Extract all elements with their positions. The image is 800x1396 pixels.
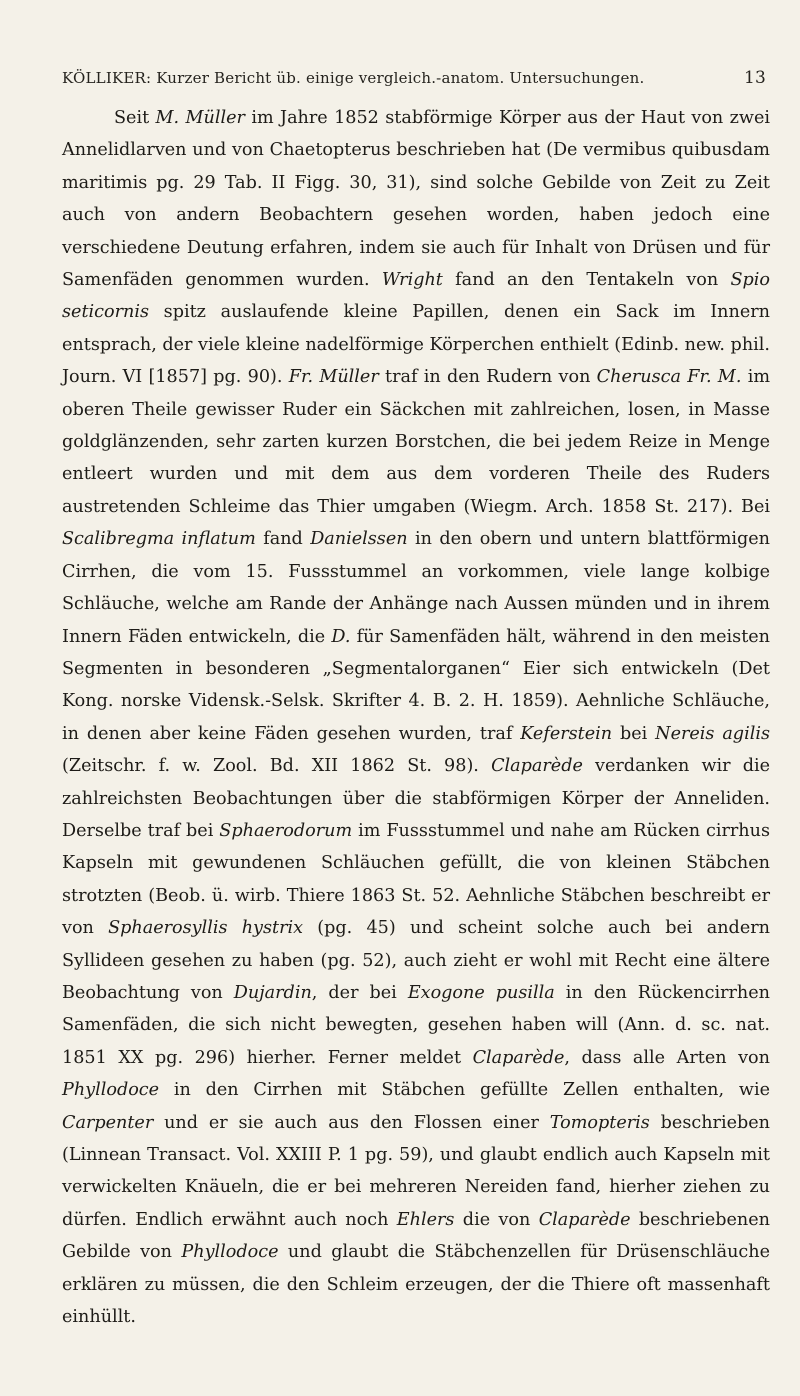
text-run: beschriebenen Gebilde von <box>62 1209 770 1263</box>
text-run: für Samenfäden hält, während in den meisten Segmenten in besonderen „Segmentalorganen“ Eier sich entwickeln (Det Kong. norske Vidensk.-Selsk. Skrifter 4. B. 2. H. 1859). Aehnliche Schläuche, in denen aber keine Fäden gesehen wurden, traf <box>62 626 771 744</box>
text-run: beschrieben (Linnean Transact. Vol. XXIII P. 1 pg. 59), und glaubt endlich auch Kapseln mit verwickelten Knäueln, die er bei mehreren Nereiden fand, hierher ziehen zu dürfen. Endlich erwähnt auch noch <box>62 1112 770 1230</box>
italic-name: Tomopteris <box>549 1112 650 1133</box>
document-page <box>62 68 770 1333</box>
text-run: in den obern und untern blattförmigen Cirrhen, die vom 15. Fussstummel an vorkommen, viele lange kolbige Schläuche, welche am Rande der Anhänge nach Aussen münden und in ihrem Innern Fäden entwickeln, die <box>62 529 771 647</box>
italic-name: Spio seticornis <box>62 270 770 323</box>
italic-name: Cherusca Fr. M. <box>596 367 742 388</box>
italic-name: Wright <box>381 270 443 291</box>
text-run: bei <box>612 723 656 744</box>
italic-name: Claparède <box>472 1047 565 1068</box>
text-run: Seit <box>114 108 156 128</box>
italic-name: Claparède <box>538 1209 631 1230</box>
text-run: (Zeitschr. f. w. Zool. Bd. XII 1862 St. 98). <box>62 756 492 777</box>
italic-name: Sphaerosyllis hystrix <box>108 918 304 939</box>
text-run: in den Cirrhen mit Stäbchen gefüllte Zellen enthalten, wie <box>159 1080 770 1101</box>
text-run: und glaubt die Stäbchenzellen für Drüsenschläuche erklären zu müssen, die den Schleim erzeugen, der die Thiere oft massenhaft einhüllt. <box>62 1242 770 1328</box>
text-run: im oberen Theile gewisser Ruder ein Säckchen mit zahlreichen, losen, in Masse goldglänzenden, sehr zarten kurzen Borstchen, die bei jedem Reize in Menge entleert wurden und mit dem aus dem vorderen Theile des Ruders austretenden Schleime das Thier umgaben (Wiegm. Arch. 1858 St. 217). Bei <box>62 367 771 517</box>
page-number: 13 <box>743 68 766 88</box>
italic-name: Ehlers <box>396 1209 455 1230</box>
italic-name: D. <box>331 626 351 647</box>
text-run: in den Rückencirrhen Samenfäden, die sich nicht bewegten, gesehen haben will (Ann. d. sc. nat. 1851 XX pg. 296) hierher. Ferner meldet <box>62 982 770 1068</box>
body-paragraph <box>62 102 770 1333</box>
text-run: die von <box>454 1209 539 1230</box>
italic-name: Scalibregma inflatum <box>62 529 256 550</box>
text-run: im Fussstummel und nahe am Rücken cirrhus Kapseln mit gewundenen Schläuchen gefüllt, die von kleinen Stäbchen strotzten (Beob. ü. wirb. Thiere 1863 St. 52. Aehnliche Stäbchen beschreibt er von <box>62 820 770 939</box>
italic-name: Carpenter <box>62 1112 154 1133</box>
italic-name: Sphaerodorum <box>219 820 353 841</box>
italic-name: Danielssen <box>310 529 408 550</box>
italic-name: Dujardin <box>233 982 312 1003</box>
italic-name: Exogone pusilla <box>407 982 555 1003</box>
text-run: im Jahre 1852 stabförmige Körper aus der Haut von zwei Annelidlarven und von Chaetopterus beschrieben hat (De vermibus quibusdam maritimis pg. 29 Tab. II Figg. 30, 31), sind solche Gebilde von Zeit zu Zeit auch von andern Beobachtern gesehen worden, haben jedoch eine verschiedene Deutung erfahren, indem sie auch für Inhalt von Drüsen und für Samenfäden genommen wurden. <box>62 108 770 291</box>
text-run: , der bei <box>311 982 408 1003</box>
text-run: verdanken wir die zahlreichsten Beobachtungen über die stabförmigen Körper der Anneliden. Derselbe traf bei <box>62 756 770 841</box>
italic-name: Phyllodoce <box>62 1080 160 1101</box>
text-run: und er sie auch aus den Flossen einer <box>153 1112 550 1133</box>
italic-name: Fr. Müller <box>288 367 379 388</box>
text-run: traf in den Rudern von <box>378 367 597 388</box>
italic-name: M. Müller <box>155 108 245 128</box>
text-run: fand an den Tentakeln von <box>442 270 731 291</box>
italic-name: Claparède <box>491 756 583 777</box>
italic-name: Keferstein <box>520 723 613 744</box>
text-run: , dass alle Arten von <box>564 1047 770 1068</box>
text-run: spitz auslaufende kleine Papillen, denen ein Sack im Innern entsprach, der viele kleine nadelförmige Körperchen enthielt (Edinb. new. phil. Journ. VI [1857] pg. 90). <box>62 302 771 388</box>
italic-name: Nereis agilis <box>655 723 770 744</box>
running-head-title: KÖLLIKER: Kurzer Bericht üb. einige vergleich.-anatom. Untersuchungen. <box>62 69 645 87</box>
text-run: (pg. 45) und scheint solche auch bei andern Syllideen gesehen zu haben (pg. 52), auch zieht er wohl mit Recht eine ältere Beobachtung von <box>62 918 770 1003</box>
running-head <box>62 68 770 88</box>
italic-name: Phyllodoce <box>181 1242 279 1263</box>
text-run: fand <box>255 529 311 550</box>
